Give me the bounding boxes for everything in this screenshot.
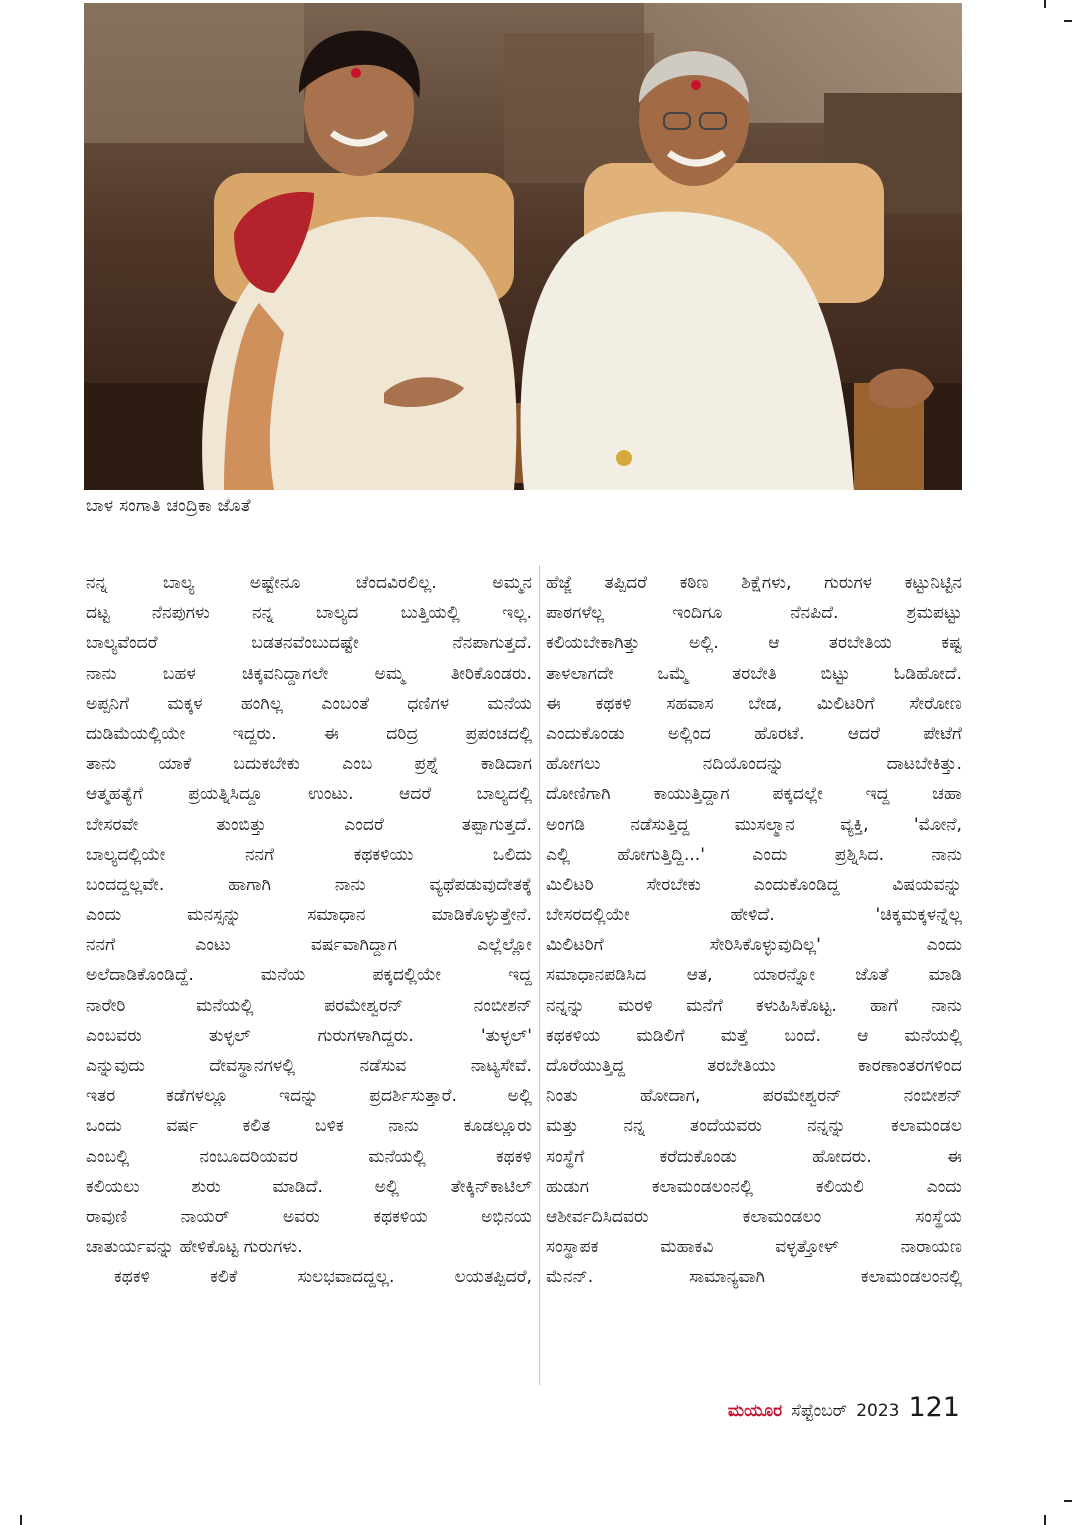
paragraph-line: ನನ್ನನ್ನು ಮರಳಿ ಮನೆಗೆ ಕಳುಹಿಸಿಕೊಟ್ಟ. ಹಾಗೆ ನಾನು — [546, 995, 962, 1016]
paragraph-line: ನನ್ನ ಬಾಲ್ಯ ಅಷ್ಟೇನೂ ಚೆಂದವಿರಲಿಲ್ಲ. ಅಮ್ಮನ — [86, 573, 532, 593]
paragraph-line: ಸಂಸ್ಥೆಗೆ ಕರೆದುಕೊಂಡು ಹೋದರು. ಈ — [546, 1146, 962, 1167]
paragraph-line: ರಾವುಣಿ ನಾಯರ್ ಅವರು ಕಥಕಳಿಯ ಅಭಿನಯ — [86, 1206, 532, 1227]
paragraph-line: ಮಿಲಿಟರಿಗೆ ಸೇರಿಸಿಕೊಳ್ಳುವುದಿಲ್ಲ' ಎಂದು — [546, 935, 962, 956]
paragraph-line: ಅಂಗಡಿ ನಡೆಸುತ್ತಿದ್ದ ಮುಸಲ್ಮಾನ ವ್ಯಕ್ತಿ, 'ಮೋನೆ, — [546, 814, 962, 835]
paragraph-line: ಬೇಸರವೇ ತುಂಬಿತ್ತು ಎಂದರೆ ತಪ್ಪಾಗುತ್ತದೆ. — [86, 814, 532, 835]
paragraph-line: ಕಲಿಯಲು ಶುರು ಮಾಡಿದೆ. ಅಲ್ಲಿ ತೇಕ್ಕಿನ್‌ಕಾಟಿಲ್ — [86, 1176, 532, 1197]
page-number: 121 — [908, 1392, 960, 1423]
paragraph-line: ಸಮಾಧಾನಪಡಿಸಿದ ಆತ, ಯಾರನ್ನೋ ಜೊತೆ ಮಾಡಿ — [546, 965, 962, 986]
issue-month: ಸೆಪ್ಟೆಂಬರ್ — [791, 1401, 848, 1421]
paragraph-line: ದೋಣಿಗಾಗಿ ಕಾಯುತ್ತಿದ್ದಾಗ ಪಕ್ಕದಲ್ಲೇ ಇದ್ದ ಚಹಾ — [546, 784, 962, 805]
paragraph-line: ಒಂದು ವರ್ಷ ಕಲಿತ ಬಳಿಕ ನಾನು ಕೂಡಲ್ಲೂರು — [86, 1116, 532, 1137]
paragraph-line: ಅಲೆದಾಡಿಕೊಂಡಿದ್ದೆ. ಮನೆಯ ಪಕ್ಕದಲ್ಲಿಯೇ ಇದ್ದ — [86, 965, 532, 986]
paragraph-line: ಬಂದದ್ದಲ್ಲವೇ. ಹಾಗಾಗಿ ನಾನು ವ್ಯಥೆಪಡುವುದೇತಕ್ಕೆ — [86, 874, 532, 895]
article-column-right — [546, 568, 962, 1293]
crop-mark-bottom-left — [20, 1515, 22, 1525]
paragraph-line: ಮತ್ತು ನನ್ನ ತಂದೆಯವರು ನನ್ನನ್ನು ಕಲಾಮಂಡಲ — [546, 1116, 962, 1137]
paragraph-line: ಹುಡುಗ ಕಲಾಮಂಡಲಂನಲ್ಲಿ ಕಲಿಯಲಿ ಎಂದು — [546, 1176, 962, 1197]
paragraph-line: ತಾನು ಯಾಕೆ ಬದುಕಬೇಕು ಎಂಬ ಪ್ರಶ್ನೆ ಕಾಡಿದಾಗ — [86, 754, 532, 775]
paragraph-line: ಎಂದುಕೊಂಡು ಅಲ್ಲಿಂದ ಹೊರಟೆ. ಆದರೆ ಪೇಟೆಗೆ — [546, 723, 962, 744]
crop-mark-right-lower — [1064, 1500, 1072, 1502]
issue-year: 2023 — [856, 1401, 900, 1421]
paragraph-line: ಕಥಕಳಿ ಕಲಿಕೆ ಸುಲಭವಾದದ್ದಲ್ಲ. ಲಯತಪ್ಪಿದರೆ, — [114, 1267, 532, 1288]
paragraph-line: ದಟ್ಟ ನೆನಪುಗಳು ನನ್ನ ಬಾಲ್ಯದ ಬುತ್ತಿಯಲ್ಲಿ ಇಲ್ಲ. — [86, 603, 532, 624]
paragraph-line: ತಾಳಲಾಗದೇ ಒಮ್ಮೆ ತರಬೇತಿ ಬಿಟ್ಟು ಓಡಿಹೋದೆ. — [546, 663, 962, 684]
column-divider — [539, 565, 540, 1385]
paragraph-line: ಕಥಕಳಿಯ ಮಡಿಲಿಗೆ ಮತ್ತೆ ಬಂದೆ. ಆ ಮನೆಯಲ್ಲಿ — [546, 1025, 962, 1046]
article-column-left — [86, 568, 532, 1293]
paragraph-line: ಕಲಿಯಬೇಕಾಗಿತ್ತು ಅಲ್ಲಿ. ಆ ತರಬೇತಿಯ ಕಷ್ಟ — [546, 633, 962, 654]
paragraph-line: ಆತ್ಮಹತ್ಯೆಗೆ ಪ್ರಯತ್ನಿಸಿದ್ದೂ ಉಂಟು. ಆದರೆ ಬಾಲ್ಯದಲ್ಲಿ — [86, 784, 532, 805]
paragraph-line: ಎಂಬಲ್ಲಿ ನಂಬೂದರಿಯವರ ಮನೆಯಲ್ಲಿ ಕಥಕಳಿ — [86, 1146, 532, 1167]
portrait-photo — [84, 3, 962, 490]
paragraph-line: ಮಿಲಿಟರಿ ಸೇರಬೇಕು ಎಂದುಕೊಂಡಿದ್ದ ವಿಷಯವನ್ನು — [546, 874, 962, 895]
paragraph-line: ಪಾಠಗಳೆಲ್ಲ ಇಂದಿಗೂ ನೆನಪಿದೆ. ಶ್ರಮಪಟ್ಟು — [546, 603, 962, 624]
paragraph-line: ನಿಂತು ಹೋದಾಗ, ಪರಮೇಶ್ವರನ್ ನಂಬೀಶನ್ — [546, 1086, 962, 1107]
paragraph-line: ಮೆನನ್. ಸಾಮಾನ್ಯವಾಗಿ ಕಲಾಮಂಡಲಂನಲ್ಲಿ — [546, 1267, 962, 1288]
crop-mark-top-right — [1044, 0, 1046, 8]
paragraph-line: ಹೆಜ್ಜೆ ತಪ್ಪಿದರೆ ಕಠಿಣ ಶಿಕ್ಷೆಗಳು, ಗುರುಗಳ ಕಟ್ಟುನಿಟ್ಟಿನ — [546, 573, 962, 593]
paragraph-line: ದುಡಿಮೆಯಲ್ಲಿಯೇ ಇದ್ದರು. ಈ ದರಿದ್ರ ಪ್ರಪಂಚದಲ್ಲಿ — [86, 723, 532, 744]
paragraph-line: ಎಂದು ಮನಸ್ಸನ್ನು ಸಮಾಧಾನ ಮಾಡಿಕೊಳ್ಳುತ್ತೇನೆ. — [86, 905, 532, 926]
paragraph-line: ನನಗೆ ಎಂಟು ವರ್ಷವಾಗಿದ್ದಾಗ ಎಲ್ಲೆಲ್ಲೋ — [86, 935, 532, 956]
paragraph-line: ಸಂಸ್ಥಾಪಕ ಮಹಾಕವಿ ವಳ್ಳತ್ತೋಳ್ ನಾರಾಯಣ — [546, 1237, 962, 1258]
photo-caption: ಬಾಳ ಸಂಗಾತಿ ಚಂದ್ರಿಕಾ ಜೊತೆ — [86, 496, 251, 516]
paragraph-line: ಇತರ ಕಡೆಗಳಲ್ಲೂ ಇದನ್ನು ಪ್ರದರ್ಶಿಸುತ್ತಾರೆ. ಅಲ್ಲಿ — [86, 1086, 532, 1107]
paragraph-line: ನಾರೇರಿ ಮನೆಯಲ್ಲಿ ಪರಮೇಶ್ವರನ್ ನಂಬೀಶನ್ — [86, 995, 532, 1016]
paragraph-line: ಬಾಲ್ಯದಲ್ಲಿಯೇ ನನಗೆ ಕಥಕಳಿಯು ಒಲಿದು — [86, 844, 532, 865]
paragraph-line: ಬಾಲ್ಯವೆಂದರೆ ಬಡತನವೆಂಬುದಷ್ಟೇ ನೆನಪಾಗುತ್ತದೆ. — [86, 633, 532, 654]
paragraph-line: ಎಲ್ಲಿ ಹೋಗುತ್ತಿದ್ದಿ...' ಎಂದು ಪ್ರಶ್ನಿಸಿದ. ನಾನು — [546, 844, 962, 865]
paragraph-line: ದೊರೆಯುತ್ತಿದ್ದ ತರಬೇತಿಯು ಕಾರಣಾಂತರಗಳಿಂದ — [546, 1056, 962, 1076]
paragraph-line: ಅಪ್ಪನಿಗೆ ಮಕ್ಕಳ ಹಂಗಿಲ್ಲ ಎಂಬಂತೆ ಧಣಿಗಳ ಮನೆಯ — [86, 693, 532, 714]
magazine-brand: ಮಯೂರ — [727, 1401, 783, 1421]
paragraph-line: ಎನ್ನುವುದು ದೇವಸ್ಥಾನಗಳಲ್ಲಿ ನಡೆಸುವ ನಾಟ್ಯಸೇವೆ. — [86, 1056, 532, 1076]
paragraph-line: ಹೋಗಲು ನದಿಯೊಂದನ್ನು ದಾಟಬೇಕಿತ್ತು. — [546, 754, 962, 775]
paragraph-line: ಚಾತುರ್ಯವನ್ನು ಹೇಳಿಕೊಟ್ಟ ಗುರುಗಳು. — [86, 1237, 303, 1258]
paragraph-line: ಎಂಬವರು ತುಳ್ಳಲ್ ಗುರುಗಳಾಗಿದ್ದರು. 'ತುಳ್ಳಲ್' — [86, 1025, 532, 1046]
crop-mark-right — [1064, 20, 1072, 22]
page-footer — [728, 1392, 960, 1423]
paragraph-line: ಈ ಕಥಕಳಿ ಸಹವಾಸ ಬೇಡ, ಮಿಲಿಟರಿಗೆ ಸೇರೋಣ — [546, 693, 962, 714]
paragraph-line: ನಾನು ಬಹಳ ಚಿಕ್ಕವನಿದ್ದಾಗಲೇ ಅಮ್ಮ ತೀರಿಕೊಂಡರು. — [86, 663, 532, 684]
paragraph-line: ಬೇಸರದಲ್ಲಿಯೇ ಹೇಳಿದೆ. 'ಚಿಕ್ಕಮಕ್ಕಳನ್ನೆಲ್ಲ — [546, 905, 962, 926]
crop-mark-bottom-right — [1044, 1515, 1046, 1525]
paragraph-line: ಆಶೀರ್ವದಿಸಿದವರು ಕಲಾಮಂಡಲಂ ಸಂಸ್ಥೆಯ — [546, 1206, 962, 1227]
